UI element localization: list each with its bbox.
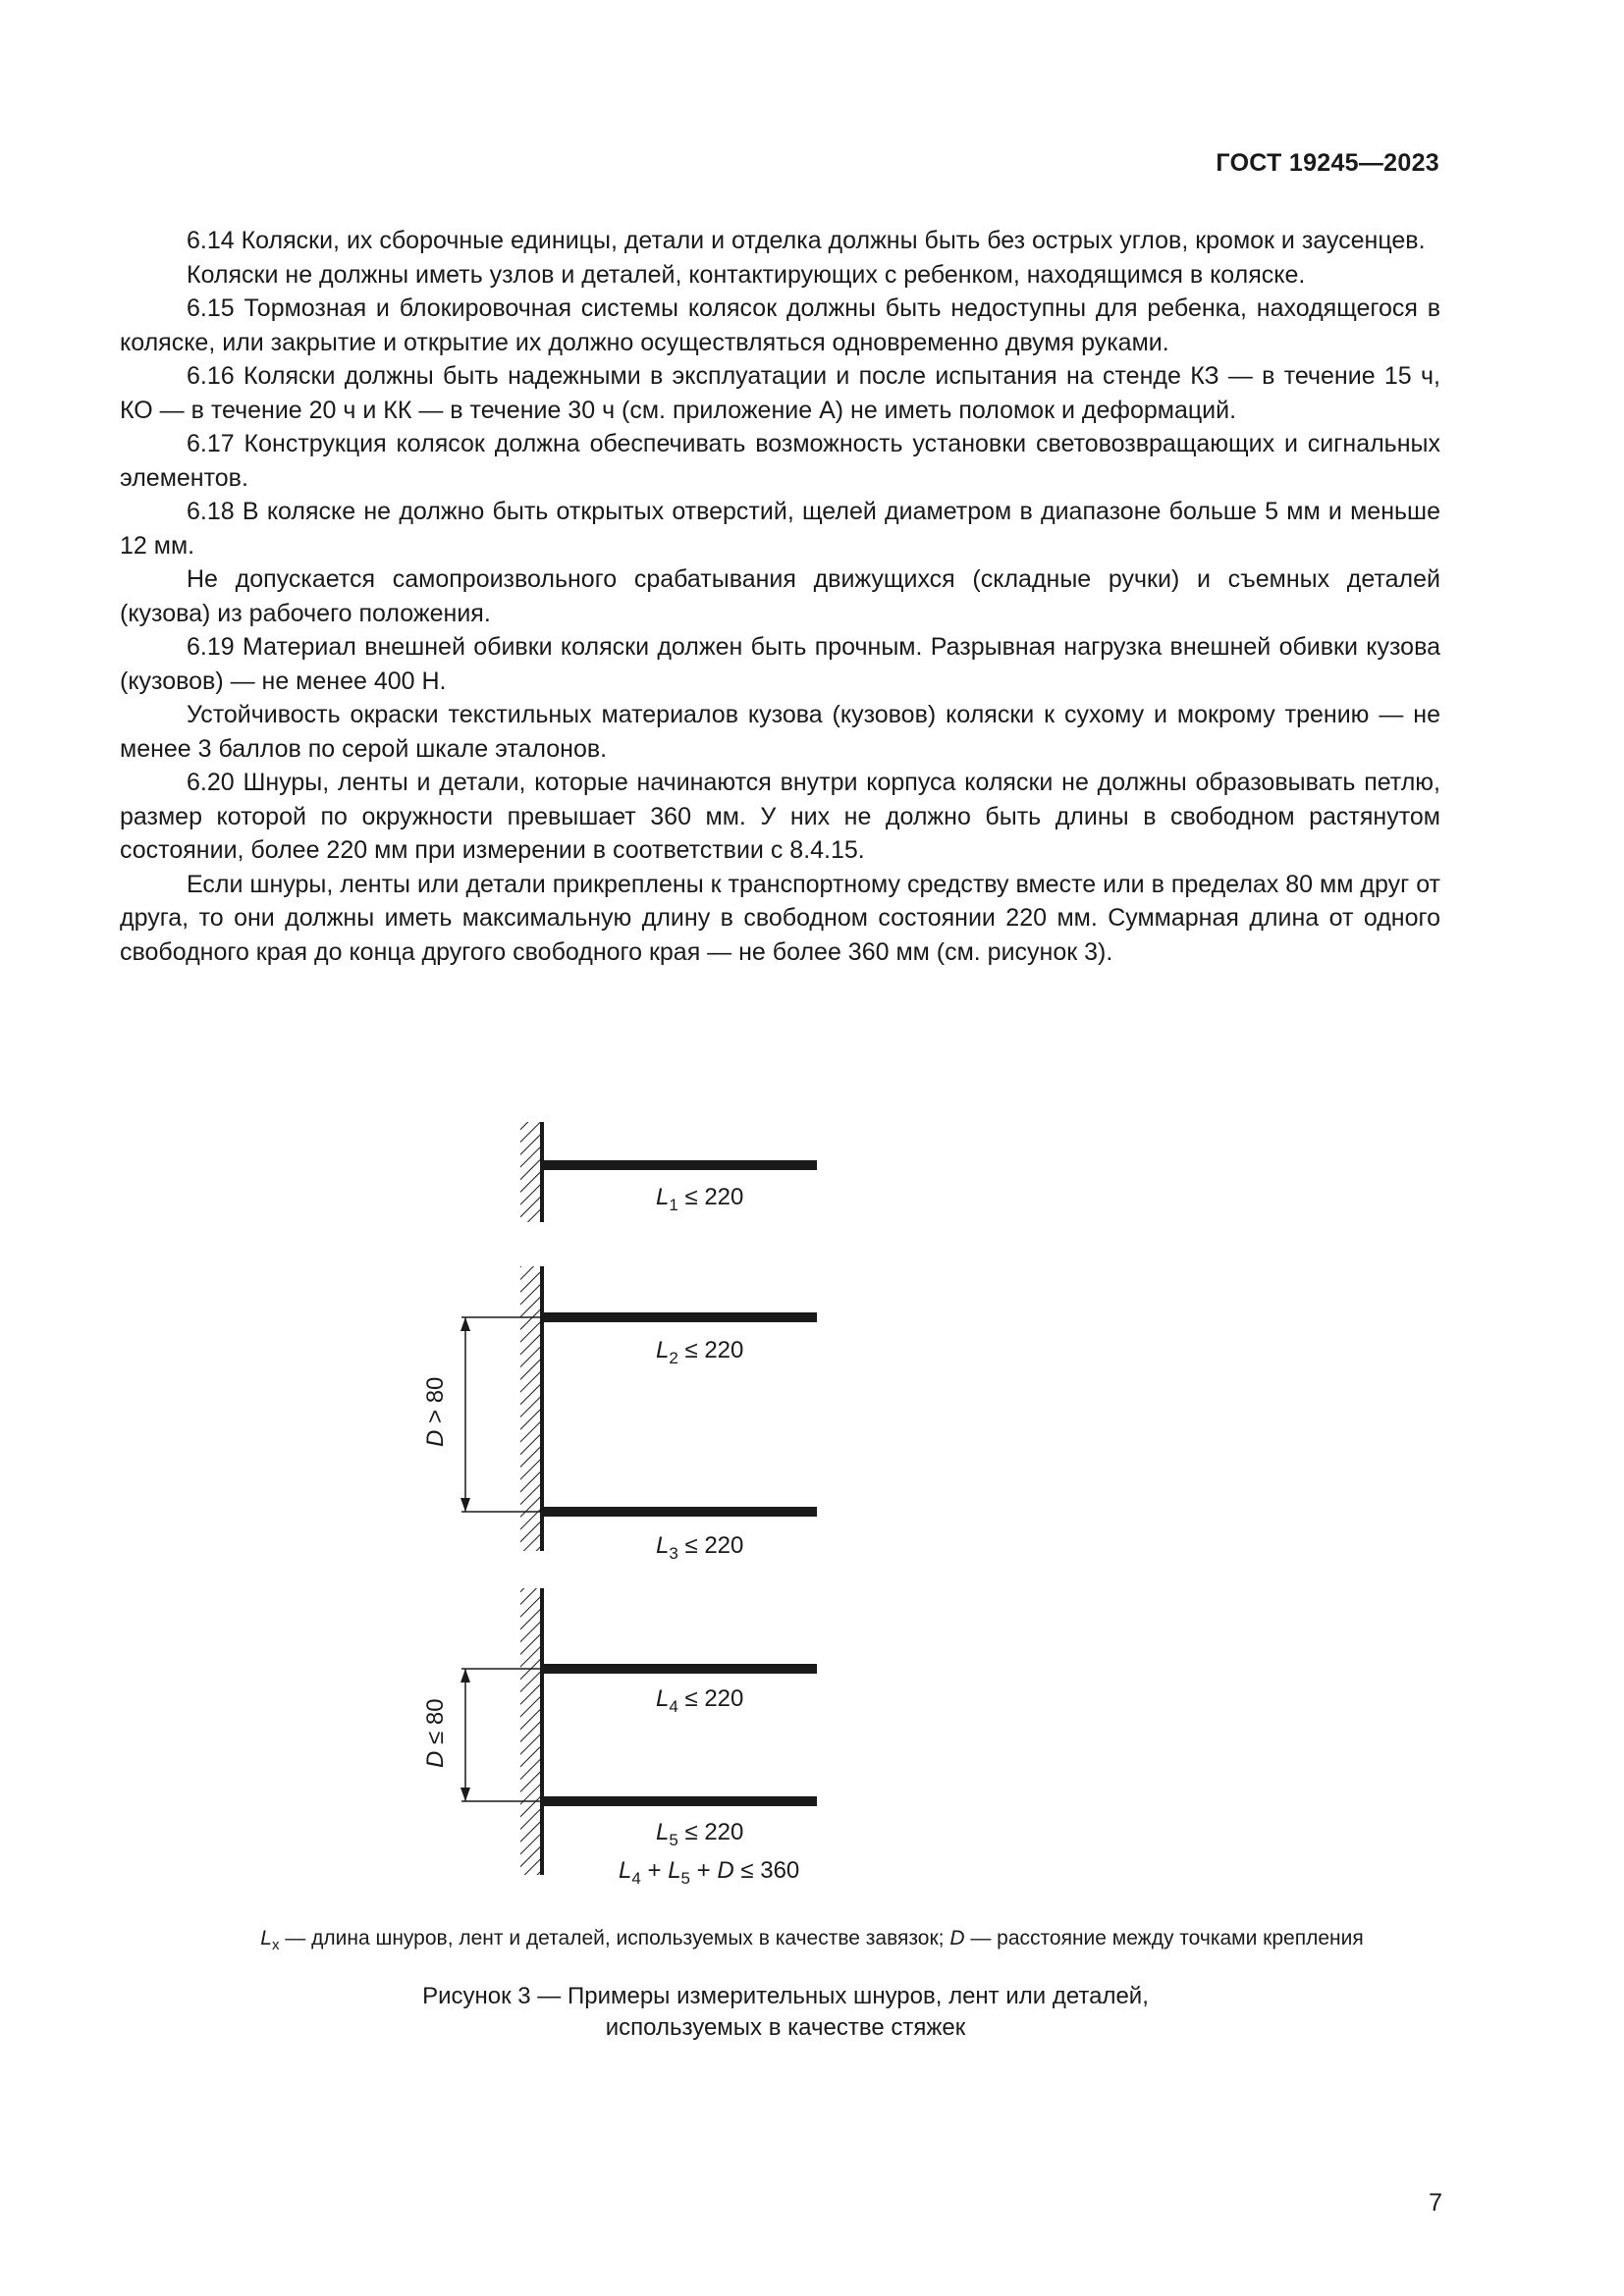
paragraph-6-19-b: Устойчивость окраски текстильных материалов кузова (кузовов) коляски к сухому и мокрому трению — не менее 3 баллов по серой шкале эталонов. (120, 701, 1440, 763)
wall-group-2 (520, 1266, 542, 1551)
document-header: ГОСТ 19245—2023 (1216, 149, 1439, 177)
paragraph-6-20: 6.20 Шнуры, ленты и детали, которые начинаются внутри корпуса коляски не должны образовывать петлю, размер которой по окружности превышает 360 мм. У них не должно быть длины в свободном растянутом состоянии, более 220 мм при измерении в соответствии с 8.4.15. (120, 769, 1440, 864)
label-d-gt-80: D > 80 (422, 1376, 449, 1447)
paragraph-6-15: 6.15 Тормозная и блокировочная системы колясок должны быть недоступны для ребенка, находящегося в коляске, или закрытие и открытие их должно осуществляться одновременно двумя руками. (120, 294, 1440, 356)
label-l3: $L_3 \le 220$ (656, 1532, 744, 1563)
label-sum: $L_4 + L_5 + D \le 360$ (619, 1857, 800, 1888)
wall-group-1 (520, 1122, 542, 1222)
figure-drawing (412, 1099, 962, 1914)
label-d-le-80: D ≤ 80 (422, 1698, 449, 1768)
paragraph-6-17: 6.17 Конструкция колясок должна обеспечивать возможность установки световозвращающих и сигнальных элементов. (120, 430, 1440, 492)
strap-l2 (542, 1312, 817, 1322)
caption-line-1: Рисунок 3 — Примеры измерительных шнуров, лент или деталей, (422, 1983, 1149, 2009)
paragraph-6-18: 6.18 В коляске не должно быть открытых отверстий, щелей диаметром в диапазоне больше 5 мм и меньше 12 мм. (120, 498, 1440, 560)
page-number: 7 (1429, 2189, 1442, 2216)
body-text (120, 224, 1440, 969)
paragraph-6-16: 6.16 Коляски должны быть надежными в эксплуатации и после испытания на стенде КЗ — в течение 15 ч, КО — в течение 20 ч и КК — в течение 30 ч (см. приложение А) не иметь поломок и деформаций. (120, 362, 1440, 424)
strap-l1 (542, 1160, 817, 1170)
figure-caption (295, 1981, 1276, 2044)
wall-group-3 (520, 1588, 542, 1875)
paragraph-6-14: 6.14 Коляски, их сборочные единицы, детали и отделка должны быть без острых углов, кромок и заусенцев. (187, 227, 1426, 254)
label-l4: $L_4 \le 220$ (656, 1685, 744, 1716)
figure-3 (412, 1099, 962, 1914)
caption-line-2: используемых в качестве стяжек (605, 2014, 966, 2041)
paragraph-6-14-b: Коляски не должны иметь узлов и деталей, контактирующих с ребенком, находящимся в коляске. (187, 260, 1306, 289)
strap-l4 (542, 1664, 817, 1674)
label-l1: $L_1 \le 220$ (656, 1184, 744, 1214)
strap-l5 (542, 1796, 817, 1806)
strap-l3 (542, 1507, 817, 1517)
label-l2: $L_2 \le 220$ (656, 1337, 744, 1367)
figure-legend: $L_x$ — длина шнуров, лент и деталей, используемых в качестве завязок; D — расстояние между точками крепления (260, 1927, 1364, 1954)
paragraph-6-18-b: Не допускается самопроизвольного срабатывания движущихся (складные ручки) и съемных деталей (кузова) из рабочего положения. (120, 565, 1440, 627)
label-l5: $L_5 \le 220$ (656, 1819, 744, 1849)
paragraph-6-20-b: Если шнуры, ленты или детали прикреплены к транспортному средству вместе или в пределах 80 мм друг от друга, то они должны иметь максимальную длину в свободном состоянии 220 мм. Суммарная длина от одного свободного края до конца другого свободного края — не более 360 мм (см. рисунок 3). (120, 870, 1440, 966)
paragraph-6-19: 6.19 Материал внешней обивки коляски должен быть прочным. Разрывная нагрузка внешней обивки кузова (кузовов) — не менее 400 Н. (120, 633, 1440, 695)
